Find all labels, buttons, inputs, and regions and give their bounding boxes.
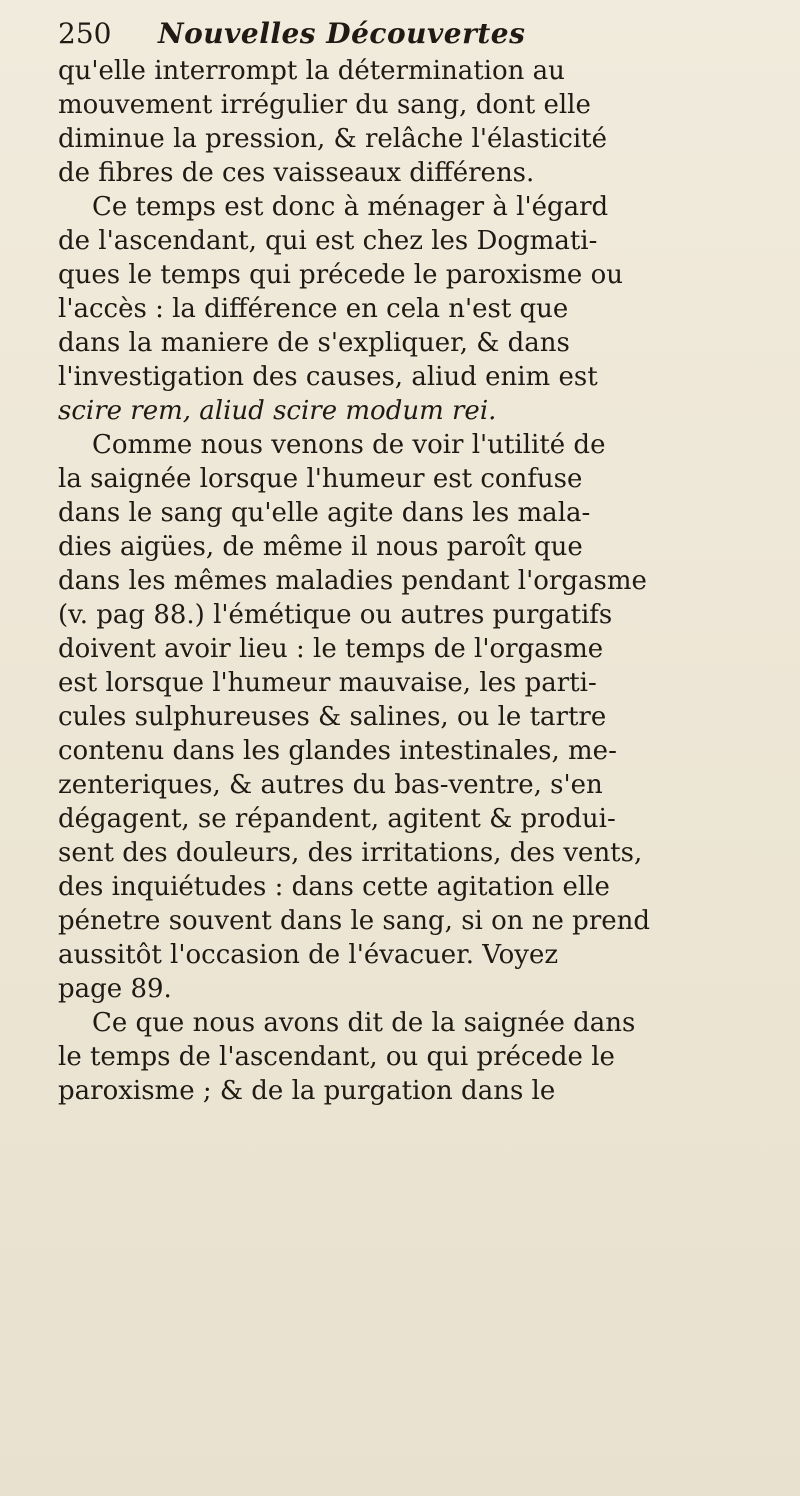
text-line: pénetre souvent dans le sang, si on ne prend <box>58 906 651 936</box>
text-line: dies aigües, de même il nous paroît que <box>58 532 583 562</box>
page-number: 250 <box>58 17 112 50</box>
text-line: des inquiétudes : dans cette agitation elle <box>58 872 610 902</box>
text-line: page 89. <box>58 974 172 1004</box>
text-line: de l'ascendant, qui est chez les Dogmati- <box>58 226 598 256</box>
text-line: sent des douleurs, des irritations, des vents, <box>58 838 643 868</box>
text-line: Ce temps est donc à ménager à l'égard <box>92 192 609 222</box>
text-line: paroxisme ; & de la purgation dans le <box>58 1076 556 1106</box>
text-line: aussitôt l'occasion de l'évacuer. Voyez <box>58 940 559 970</box>
text-line: scire rem, aliud scire modum rei. <box>58 396 497 426</box>
text-line: Comme nous venons de voir l'utilité de <box>92 430 606 460</box>
text-line: la saignée lorsque l'humeur est confuse <box>58 464 583 494</box>
text-line: l'investigation des causes, aliud enim est <box>58 362 598 392</box>
page-header <box>58 14 758 54</box>
body-text <box>58 54 788 1108</box>
text-line: contenu dans les glandes intestinales, me- <box>58 736 617 766</box>
text-line: (v. pag 88.) l'émétique ou autres purgatifs <box>58 600 613 630</box>
text-line: mouvement irrégulier du sang, dont elle <box>58 90 591 120</box>
text-line: ques le temps qui précede le paroxisme ou <box>58 260 623 290</box>
text-line: est lorsque l'humeur mauvaise, les parti- <box>58 668 597 698</box>
text-line: doivent avoir lieu : le temps de l'orgasme <box>58 634 604 664</box>
text-line: Ce que nous avons dit de la saignée dans <box>92 1008 636 1038</box>
text-line: le temps de l'ascendant, ou qui précede le <box>58 1042 615 1072</box>
text-line: zenteriques, & autres du bas-ventre, s'en <box>58 770 603 800</box>
text-line: dégagent, se répandent, agitent & produi- <box>58 804 616 834</box>
text-line: de fibres de ces vaisseaux différens. <box>58 158 535 188</box>
text-line: dans la maniere de s'expliquer, & dans <box>58 328 570 358</box>
text-line: dans le sang qu'elle agite dans les mala- <box>58 498 591 528</box>
text-line: qu'elle interrompt la détermination au <box>58 56 565 86</box>
text-line: l'accès : la différence en cela n'est que <box>58 294 569 324</box>
running-title: Nouvelles Découvertes <box>158 17 526 50</box>
text-line: cules sulphureuses & salines, ou le tartre <box>58 702 607 732</box>
text-line: dans les mêmes maladies pendant l'orgasme <box>58 566 647 596</box>
text-line: diminue la pression, & relâche l'élasticité <box>58 124 608 154</box>
